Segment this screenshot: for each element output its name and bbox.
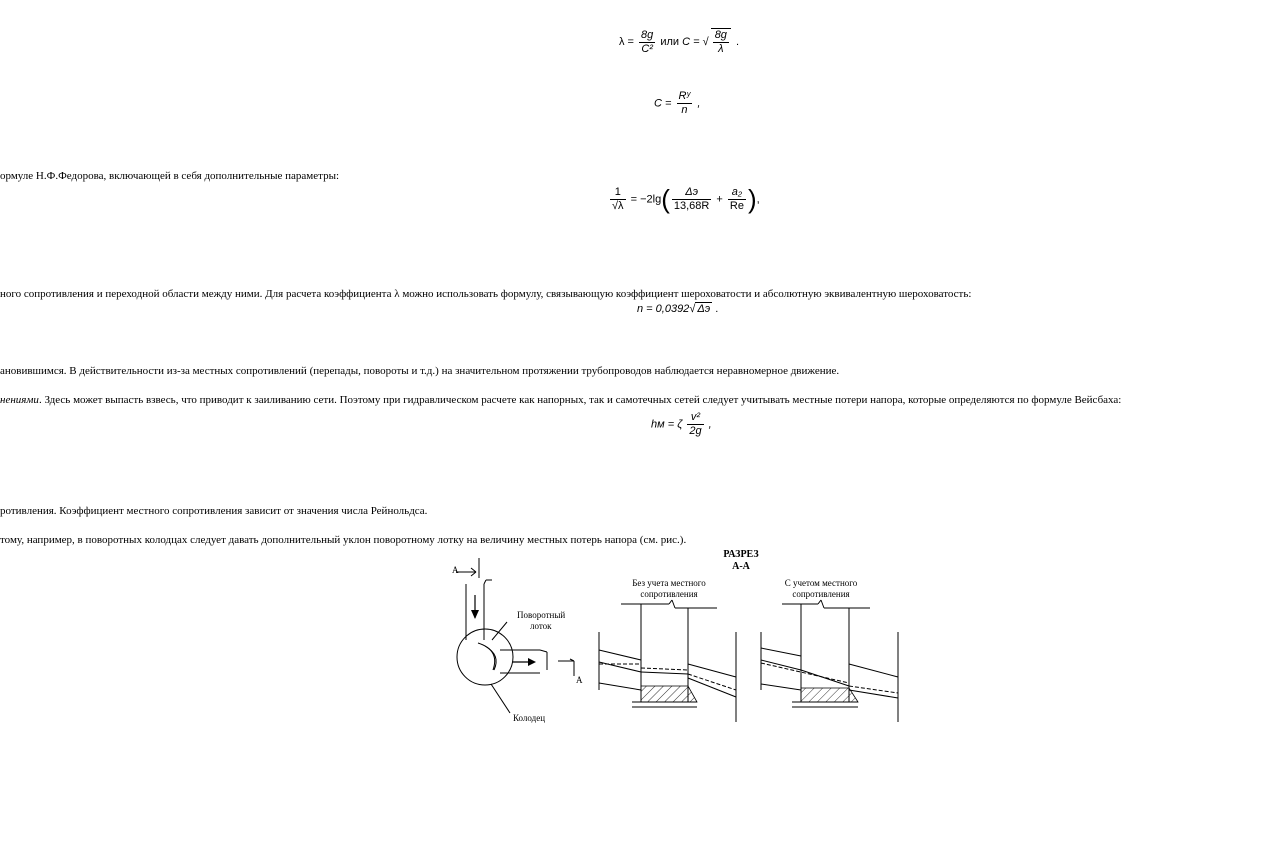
formula-denominator: √λ	[612, 200, 624, 212]
formula-denominator: 2g	[689, 425, 702, 437]
section-marker-label: А	[576, 675, 583, 685]
turn-tray-label: Поворотный	[517, 610, 566, 620]
section-marker-label: А	[452, 565, 459, 575]
right-section-caption: С учетом местного	[784, 578, 858, 588]
formula-numerator: Δэ	[672, 186, 711, 200]
formula-text: +	[716, 193, 723, 206]
formula-text: n = 0,0392	[637, 303, 690, 315]
well-label: Колодец	[513, 713, 546, 723]
left-section-caption: Без учета местного	[632, 578, 706, 588]
section-title	[723, 549, 758, 572]
plan-view	[456, 558, 574, 713]
formula-denominator: 13,68R	[673, 200, 710, 212]
formula-denominator: n	[681, 104, 688, 116]
formula-denominator: C²	[641, 42, 653, 55]
left-section-drawing	[599, 600, 736, 722]
formula-numerator: 8g	[714, 29, 727, 41]
text-line: ного сопротивления и переходной области между ними. Для расчета коэффициента λ можно использовать формулу, связывающую коэффициент шероховатости и абсолютную эквивалентную шероховатость:	[0, 288, 972, 300]
formula-denominator: Re	[729, 200, 744, 212]
formula-fedorov: $\frac{1}{√\lambda}$ = −2lg( $\frac{\Delta э}{13,68R}$ + $\frac{\text{a₂}}{Re}$ ),	[612, 184, 760, 214]
formula-denominator: λ	[718, 43, 724, 55]
formula-text: .	[736, 35, 740, 48]
turn-tray-label: лоток	[530, 621, 552, 631]
formula-numerator: a₂	[728, 186, 746, 200]
right-section-drawing	[761, 600, 898, 722]
text-line-rest: . Здесь может выпасть взвесь, что приводит к заиливанию сети. Поэтому при гидравлическом расчете как напорных, так и самотечных сетей следует учитывать местные потери напора, которые определяются по формуле Вейсбаха:	[38, 394, 1122, 406]
section-subtitle-text: А-А	[732, 561, 750, 572]
right-hatched-base	[801, 688, 858, 702]
formula-text: = −2lg	[630, 193, 662, 206]
text-line: тому, например, в поворотных колодцах следует давать дополнительный уклон поворотному лотку на величину местных потерь напора (см. рис.).	[0, 534, 687, 546]
formula-numerator: 8g	[641, 28, 654, 41]
formula-text: или	[660, 35, 680, 48]
formula-text: C =	[654, 97, 672, 110]
formula-numerator: v²	[687, 411, 703, 425]
right-section-caption: сопротивления	[792, 589, 850, 599]
left-hatched-base	[641, 686, 697, 702]
formula-text: .	[715, 303, 719, 315]
text-line: ановившимся. В действительности из-за местных сопротивлений (перепады, повороты и т.д.) на значительном протяжении трубопроводов наблюдается неравномерное движение.	[0, 365, 840, 377]
text-line: ротивления. Коэффициент местного сопротивления зависит от значения числа Рейнольдса.	[0, 505, 428, 517]
formula-text: λ =	[619, 35, 634, 48]
formula-text: C =	[682, 35, 700, 48]
section-title-text: РАЗРЕЗ	[723, 549, 759, 560]
formula-roughness: n = 0,0392√ Δэ .	[637, 303, 719, 315]
formula-lambda-chezy: λ = $\frac{8g}{\text{C²}}$ или C = √ $\frac{8g}{\lambda}$ .	[619, 28, 740, 55]
italic-term: нениями	[0, 394, 39, 406]
formula-radicand: Δэ	[697, 303, 711, 315]
left-section-caption: сопротивления	[640, 589, 698, 599]
formula-numerator: 1	[610, 186, 626, 200]
formula-numerator: Rʸ	[678, 90, 691, 102]
formula-text: ,	[756, 193, 760, 206]
formula-text: ,	[708, 418, 712, 431]
formula-text: ,	[697, 97, 701, 110]
formula-text: hм = ζ	[651, 418, 683, 431]
text-line: ормуле Н.Ф.Федорова, включающей в себя дополнительные параметры:	[0, 170, 340, 182]
